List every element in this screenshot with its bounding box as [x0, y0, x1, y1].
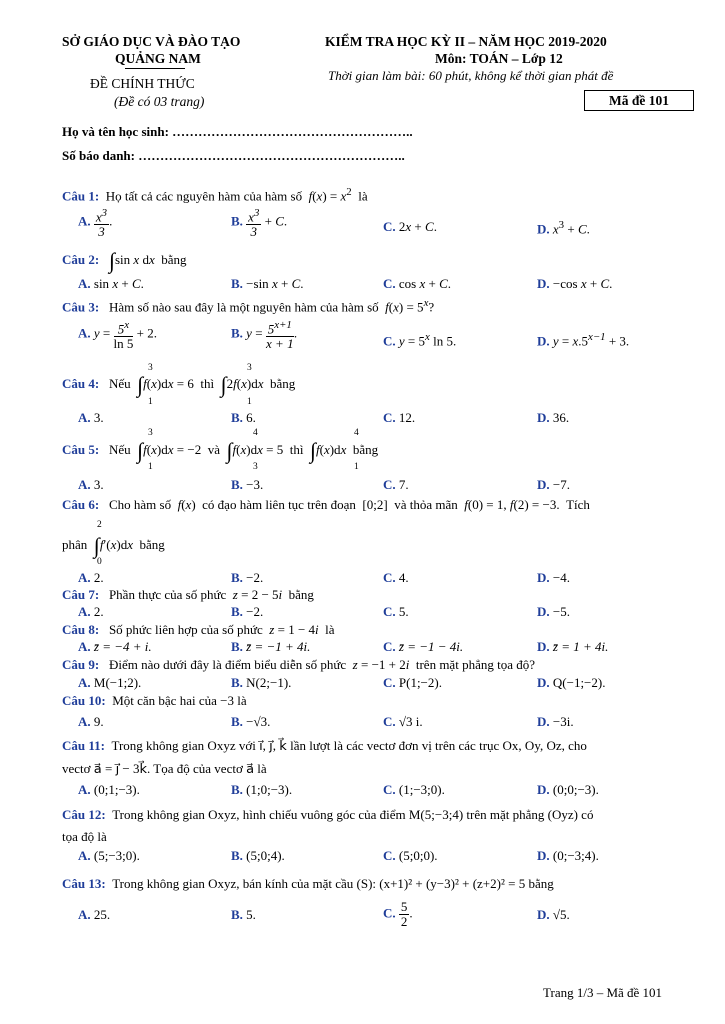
q12-label: Câu 12:: [62, 807, 106, 822]
q4-lower2: 1: [247, 397, 252, 407]
q1-option-b: B. $\frac{x^3}{3}$ + C.: [231, 207, 288, 240]
q1-label: Câu 1:: [62, 188, 100, 204]
q10-text: Một căn bậc hai của −3 là: [112, 693, 247, 708]
q3-label: Câu 3:: [62, 299, 100, 315]
q2-tail: bằng: [161, 251, 187, 267]
q6-option-c: C. 4.: [383, 570, 409, 585]
q1-text: Họ tất cả các nguyên hàm của hàm số: [105, 188, 303, 204]
official-label: ĐỀ CHÍNH THỨC: [90, 76, 195, 91]
q2-option-b: B. −sin x + C.: [231, 276, 304, 291]
q6-label: Câu 6:: [62, 497, 100, 512]
province-name: QUẢNG NAM: [115, 51, 201, 66]
q2-option-c: C. cos x + C.: [383, 276, 452, 291]
q5-lim-a: 3: [148, 428, 153, 438]
header-divider: [125, 68, 185, 69]
q10-option-c: C. √3 i.: [383, 714, 423, 729]
q13-option-d: D. √5.: [537, 907, 570, 922]
question-7: Câu 7: Phần thực của số phức z = 2 − 5i bằng: [62, 587, 314, 602]
q3-option-c: C. $y = 5^x$ ln 5.: [383, 331, 457, 349]
q5-option-a: A. 3.: [78, 477, 104, 492]
q11-option-c: C. (1;−3;0).: [383, 782, 445, 797]
q6-option-b: B. −2.: [231, 570, 264, 585]
question-6: Câu 6: Cho hàm số f(x) có đạo hàm liên tục trên đoạn [0;2] và thỏa mãn f(0) = 1, f(2) = −3. Tích: [62, 497, 590, 512]
q12-option-a: A. (5;−3;0).: [78, 848, 140, 863]
question-3: Câu 3: Hàm số nào sau đây là một nguyên hàm của hàm số $f(x) = 5^x$?: [62, 297, 435, 315]
q5-lim-d: 3: [253, 462, 258, 472]
q5-lim-b: 1: [148, 462, 153, 472]
q3-option-b: B. y = $\frac{5^{x+1}}{x + 1}$ .: [231, 319, 298, 352]
q6-lower: 0: [97, 557, 102, 567]
q4-label: Câu 4:: [62, 375, 100, 391]
q8-option-d: D. z̄ = 1 + 4i.: [537, 639, 609, 654]
exam-code-box: Mã đề 101: [584, 90, 694, 111]
q8-label: Câu 8:: [62, 622, 100, 637]
q5-lim-f: 1: [354, 462, 359, 472]
q3-option-d: D. $y = x.5^{x-1} + 3$.: [537, 331, 630, 349]
question-5: Câu 5: Nếu ∫f(x)dx = −2 và ∫f(x)dx = 5 thì ∫f(x)dx bằng: [62, 438, 379, 463]
question-4: Câu 4: Nếu ∫f(x)dx = 6 thì ∫2f(x)dx bằng: [62, 372, 296, 397]
q12-text: Trong không gian Oxyz, hình chiếu vuông góc của điểm M(5;−3;4) trên mặt phẳng (Oyz) có: [112, 807, 594, 822]
q8-option-b: B. z̄ = −1 + 4i.: [231, 639, 311, 654]
q9-option-a: A. M(−1;2).: [78, 675, 142, 690]
q6-upper: 2: [97, 520, 102, 530]
q4-option-a: A. 3.: [78, 410, 104, 425]
q6-option-a: A. 2.: [78, 570, 104, 585]
q4-upper2: 3: [247, 363, 252, 373]
q7-option-d: D. −5.: [537, 604, 570, 619]
q8-option-c: C. z̄ = −1 − 4i.: [383, 639, 464, 654]
q6-option-d: D. −4.: [537, 570, 570, 585]
q8-option-a: A. z̄ = −4 + i.: [78, 639, 152, 654]
question-10: [62, 693, 247, 709]
q9-label: Câu 9:: [62, 657, 100, 672]
pages-note: (Đề có 03 trang): [114, 94, 205, 109]
q4-option-b: B. 6.: [231, 410, 256, 425]
q10-label: Câu 10:: [62, 693, 106, 708]
q11-option-d: D. (0;0;−3).: [537, 782, 599, 797]
question-1: Câu 1: Họ tất cả các nguyên hàm của hàm số $f(x) = x^2$ là: [62, 186, 368, 204]
q12-option-d: D. (0;−3;4).: [537, 848, 599, 863]
q10-option-a: A. 9.: [78, 714, 104, 729]
q11-label: Câu 11:: [62, 738, 105, 753]
student-name-field: Họ và tên học sinh: ………………………………………………..: [62, 124, 413, 139]
question-2: Câu 2: ∫sin x dx bằng: [62, 248, 187, 273]
question-13: [62, 876, 554, 892]
q4-upper: 3: [148, 363, 153, 373]
q7-option-b: B. −2.: [231, 604, 264, 619]
q9-option-c: C. P(1;−2).: [383, 675, 442, 690]
q13-option-a: A. 25.: [78, 907, 111, 922]
page-footer: Trang 1/3 – Mã đề 101: [543, 985, 663, 1000]
q5-option-c: C. 7.: [383, 477, 409, 492]
q1-option-c: C. 2x + C.: [383, 219, 437, 234]
q13-option-c: C. $\frac{5}{2}$ .: [383, 899, 413, 929]
q7-label: Câu 7:: [62, 587, 100, 602]
q5-option-d: D. −7.: [537, 477, 570, 492]
q2-option-d: D. −cos x + C.: [537, 276, 613, 291]
question-12: [62, 807, 593, 823]
q1-tail: là: [358, 188, 368, 204]
q9-option-d: D. Q(−1;−2).: [537, 675, 606, 690]
q5-lim-e: 4: [354, 428, 359, 438]
q11-option-a: A. (0;1;−3).: [78, 782, 140, 797]
q1-option-a: A. $\frac{x^3}{3}$ .: [78, 207, 113, 240]
q10-option-b: B. −√3.: [231, 714, 271, 729]
question-12-cont: tọa độ là: [62, 829, 107, 844]
q7-option-c: C. 5.: [383, 604, 409, 619]
time-note: Thời gian làm bài: 60 phút, không kể thời gian phát đề: [328, 68, 614, 83]
q5-lim-c: 4: [253, 428, 258, 438]
q1-expr: f: [308, 188, 313, 204]
q12-option-b: B. (5;0;4).: [231, 848, 285, 863]
q4-lower: 1: [148, 397, 153, 407]
subject-line: Môn: TOÁN – Lớp 12: [435, 51, 563, 66]
department-name: SỞ GIÁO DỤC VÀ ĐÀO TẠO: [62, 34, 241, 49]
q11-option-b: B. (1;0;−3).: [231, 782, 293, 797]
question-6-cont: phân ∫f′(x)dx bằng: [62, 533, 165, 558]
q2-label: Câu 2:: [62, 251, 100, 267]
student-id-field: Số báo danh: ……………………………………………………..: [62, 148, 405, 163]
q12-option-c: C. (5;0;0).: [383, 848, 438, 863]
q13-label: Câu 13:: [62, 876, 106, 891]
q2-option-a: A. sin x + C.: [78, 276, 144, 291]
q3-option-a: A. y = $\frac{5^x}{\ln 5}$ + 2.: [78, 319, 157, 352]
q3-text: Hàm số nào sau đây là một nguyên hàm của hàm số: [108, 299, 379, 315]
exam-title: KIỂM TRA HỌC KỲ II – NĂM HỌC 2019-2020: [325, 34, 607, 49]
q13-text: Trong không gian Oxyz, bán kính của mặt cầu (S): (x+1)² + (y−3)² + (z+2)² = 5 bằng: [112, 876, 554, 891]
q7-option-a: A. 2.: [78, 604, 104, 619]
question-11-cont: vectơ a⃗ = j⃗ − 3k⃗. Tọa độ của vectơ a⃗ là: [62, 761, 267, 776]
q5-label: Câu 5:: [62, 441, 100, 457]
question-8: Câu 8: Số phức liên hợp của số phức z = 1 − 4i là: [62, 622, 335, 637]
q4-option-d: D. 36.: [537, 410, 570, 425]
q9-option-b: B. N(2;−1).: [231, 675, 292, 690]
q5-option-b: B. −3.: [231, 477, 264, 492]
q10-option-d: D. −3i.: [537, 714, 574, 729]
q13-option-b: B. 5.: [231, 907, 256, 922]
q11-text: Trong không gian Oxyz với i⃗, j⃗, k⃗ lần lượt là các vectơ đơn vị trên các trục Ox, Oy, Oz, cho: [111, 738, 587, 753]
question-9: Câu 9: Điểm nào dưới đây là điểm biểu diễn số phức z = −1 + 2i trên mặt phẳng tọa độ?: [62, 657, 535, 672]
question-11: [62, 738, 587, 754]
q4-option-c: C. 12.: [383, 410, 416, 425]
q1-option-d: D. $x^3 + C$.: [537, 219, 590, 237]
